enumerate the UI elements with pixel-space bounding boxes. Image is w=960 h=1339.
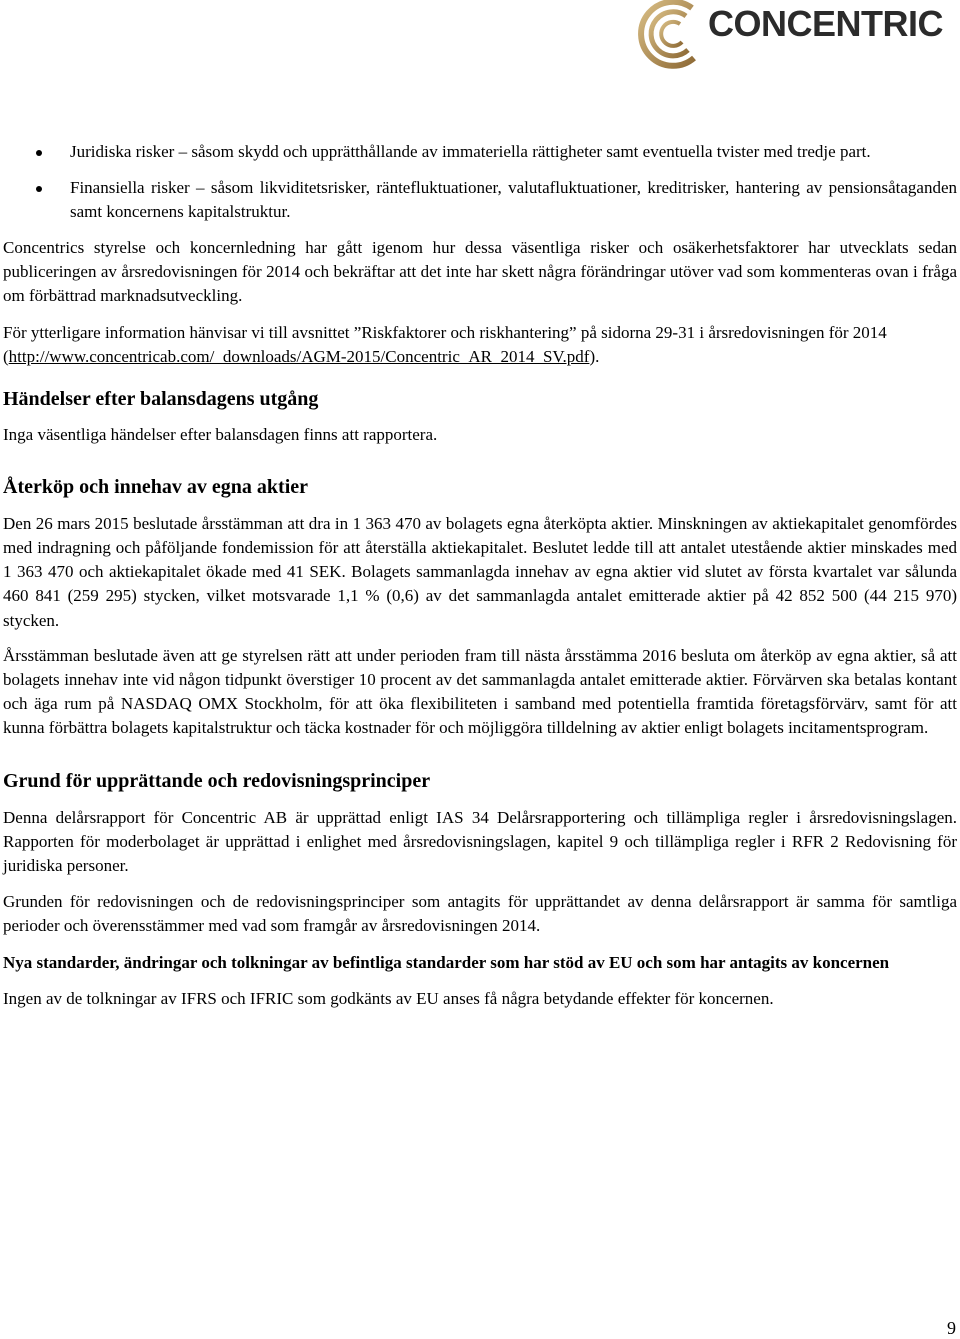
bullet-icon — [36, 186, 42, 192]
logo-wordmark: CONCENTRIC — [708, 3, 943, 44]
basis-paragraph-2: Grunden för redovisningen och de redovisningsprinciper som antagits för upprättandet av denna delårsrapport är samma för samtliga perioder och överensstämmer med vad som framgår av årsredovisningen 2014. — [3, 892, 957, 936]
document-body — [3, 140, 957, 1011]
concentric-logo-mark — [632, 0, 704, 72]
list-item: Juridiska risker – såsom skydd och upprätthållande av immateriella rättigheter samt eventuella tvister med tredje part. — [3, 140, 957, 164]
info-paragraph: För ytterligare information hänvisar vi till avsnittet ”Riskfaktorer och riskhantering” på sidorna 29-31 i årsredovisningen för 2014 (http://www.concentricab.com/_downloads/AGM-2015/Concentric_AR_2014_SV.pdf). — [3, 323, 887, 367]
heading-new-standards: Nya standarder, ändringar och tolkningar av befintliga standarder som har stöd av EU och som har antagits av koncernen — [3, 952, 890, 972]
buyback-paragraph-1: Den 26 mars 2015 beslutade årsstämman att dra in 1 363 470 av bolagets egna återköpta aktier. Minskningen av aktiekapitalet genomfördes med indragning och påföljande fondemission för att återställa aktiekapitalet. Beslutet ledde till att antalet utestående aktier minskades med 1 363 470 och aktiekapitalet ökade med 41 SEK. Bolagets sammanlagda innehav av egna aktier vid slutet av första kvartalet var sålunda 460 841 (259 295) stycken, vilket motsvarade 1,1 % (0,6) av det sammanlagda antalet emitterade aktier på 42 852 500 (44 215 970) stycken. — [3, 513, 957, 630]
page-number: 9 — [947, 1318, 956, 1338]
annual-report-link[interactable]: http://www.concentricab.com/_downloads/AGM-2015/Concentric_AR_2014_SV.pdf — [8, 347, 590, 367]
risk-list — [3, 140, 957, 225]
board-paragraph: Concentrics styrelse och koncernledning har gått igenom hur dessa väsentliga risker och osäkerhetsfaktorer har utvecklats sedan publiceringen av årsredovisningen för 2014 och bekräftar att det inte har skett några förändringar utöver vad som kommenteras ovan i fråga om förbättrad marknadsutveckling. — [3, 237, 957, 306]
heading-basis: Grund för upprättande och redovisningsprinciper — [3, 769, 431, 792]
heading-buyback: Återköp och innehav av egna aktier — [3, 475, 308, 498]
list-item: Finansiella risker – såsom likviditetsrisker, räntefluktuationer, valutafluktuationer, kreditrisker, hantering av pensionsåtaganden samt koncernens kapitalstruktur. — [3, 176, 957, 224]
concentric-logo — [632, 0, 958, 72]
buyback-paragraph-2: Årsstämman beslutade även att ge styrelsen rätt att under perioden fram till nästa årsstämma 2016 besluta om återköp av egna aktier, så att bolagets innehav inte vid någon tidpunkt överstiger 10 procent av det sammanlagda antalet emitterade aktier. Förvärven ska betalas kontant och äga rum på NASDAQ OMX Stockholm, för att öka flexibiliteten i samband med potentiella framtida företagsförvärv, samt för att kunna förbättra bolagets kapitalstruktur och täcka kostnader för och möjliggöra tilldelning av aktier enligt bolagets incitamentsprogram. — [3, 645, 957, 738]
events-paragraph: Inga väsentliga händelser efter balansdagen finns att rapportera. — [3, 424, 438, 444]
basis-paragraph-3: Ingen av de tolkningar av IFRS och IFRIC som godkänts av EU anses få några betydande effekter för koncernen. — [3, 988, 774, 1008]
basis-paragraph-1: Denna delårsrapport för Concentric AB är upprättad enligt IAS 34 Delårsrapportering och tillämpliga regler i årsredovisningslagen. Rapporten för moderbolaget är upprättad i enlighet med årsredovisningslagen, kapitel 9 och tillämpliga regler i RFR 2 Redovisning för juridiska personer. — [3, 807, 957, 876]
heading-events: Händelser efter balansdagens utgång — [3, 387, 319, 410]
bullet-icon — [36, 150, 42, 156]
